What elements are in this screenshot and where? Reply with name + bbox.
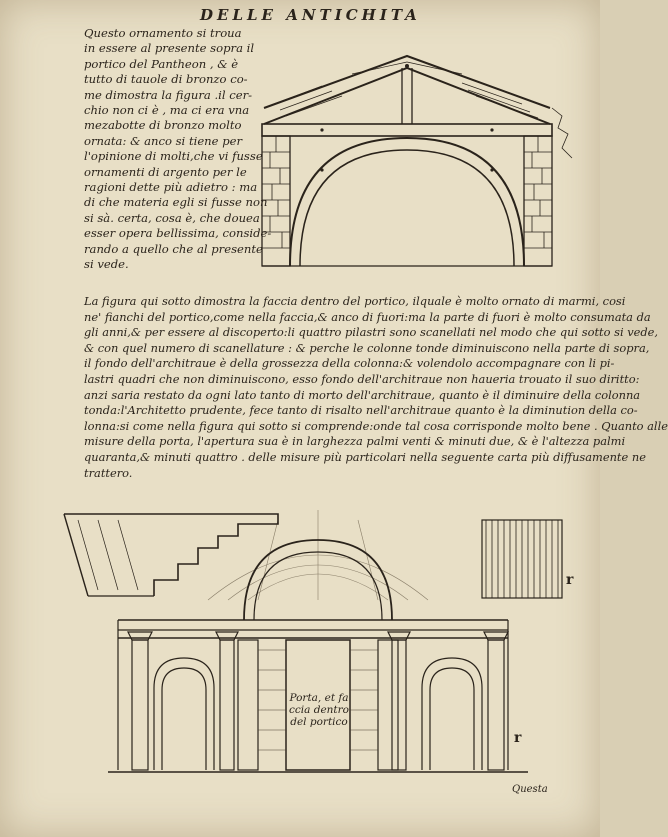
- paragraph-portico-line: lastri quadri che non diminuiscono, esso fondo dell'architraue non haueria trouato il suo diritto:: [84, 371, 640, 386]
- paragraph-ornament-line: portico del Pantheon , & è: [84, 56, 239, 71]
- paragraph-ornament-line: mezabotte di bronzo molto: [84, 118, 242, 133]
- paragraph-portico-line: ne' fianchi del portico,come nella faccia,& anco di fuori:ma la parte di fuori è molto consumata da: [84, 309, 651, 324]
- paragraph-ornament-line: esser opera bellissima, conside-: [84, 226, 272, 241]
- paragraph-ornament-line: Questo ornamento si troua: [84, 26, 242, 40]
- paragraph-portico-line: misure della porta, l'apertura sua è in larghezza palmi venti & minuti due, & è l'altezza palmi: [84, 434, 626, 449]
- paragraph-ornament-line: ornata: & anco si tiene per: [84, 133, 243, 148]
- figure-marker-r-upper: r: [566, 572, 574, 588]
- paragraph-portico-line: tonda:l'Architetto prudente, fece tanto di risalto nell'architraue quanto è la diminution della co-: [84, 403, 638, 418]
- paragraph-ornament-line: tutto di tauole di bronzo co-: [84, 72, 248, 87]
- pediment-truss-figure: [262, 38, 592, 270]
- paragraph-portico-line: gli anni,& per essere al discoperto:li quattro pilastri sono scanellati nel modo che qui sotto si vede,: [84, 325, 659, 340]
- paragraph-ornament-line: rando a quello che al presente: [84, 241, 263, 256]
- figure-caption: [284, 692, 354, 728]
- figure-marker-r-lower: r: [514, 730, 522, 746]
- paragraph-portico-line: La figura qui sotto dimostra la faccia dentro del portico, ilquale è molto ornato di marmi, cosi: [84, 294, 626, 308]
- running-head: DELLE ANTICHITA: [200, 6, 421, 24]
- figure-caption-line: del portico: [290, 716, 348, 728]
- paragraph-portico: [84, 294, 668, 481]
- paragraph-ornament-line: in essere al presente sopra il: [84, 41, 255, 56]
- paragraph-ornament-line: ornamenti di argento per le: [84, 164, 247, 179]
- paragraph-portico-line: quaranta,& minuti quattro . delle misure più particolari nella seguente carta più diffusamente ne: [84, 449, 646, 464]
- figure-caption-line: ccia dentro: [289, 704, 349, 716]
- paragraph-ornament-line: l'opinione di molti,che vi fusse: [84, 149, 263, 164]
- paragraph-ornament: [84, 26, 272, 273]
- paragraph-ornament-line: si sà. certa, cosa è, che douea: [84, 210, 260, 225]
- paragraph-portico-line: & con quel numero di scanellature : & perche le colonne tonde diminuiscono nella parte di sopra,: [84, 340, 650, 355]
- paragraph-ornament-line: ragioni dette più adietro : ma: [84, 180, 258, 195]
- portico-interior-figure: [58, 500, 578, 790]
- paragraph-ornament-line: me dimostra la figura .il cer-: [84, 87, 253, 102]
- paragraph-portico-line: anzi saria restato da ogni lato tanto di morto dell'architraue, quanto è il diminuire della colonna: [84, 387, 641, 402]
- paragraph-ornament-line: di che materia egli si fusse non: [84, 195, 268, 210]
- paragraph-ornament-line: chio non ci è , ma ci era vna: [84, 103, 250, 118]
- paragraph-ornament-line: si vede.: [84, 257, 129, 272]
- catchword: Questa: [512, 784, 548, 795]
- paragraph-portico-line: trattero.: [84, 465, 133, 480]
- figure-caption-line: Porta, et fa: [289, 692, 349, 704]
- paragraph-portico-line: lonna:si come nella figura qui sotto si comprende:onde tal cosa corrisponde molto bene . Quanto alle: [84, 418, 668, 433]
- paragraph-portico-line: il fondo dell'architraue è della grossezza della colonna:& volendolo accompagnare con li pi-: [84, 356, 615, 371]
